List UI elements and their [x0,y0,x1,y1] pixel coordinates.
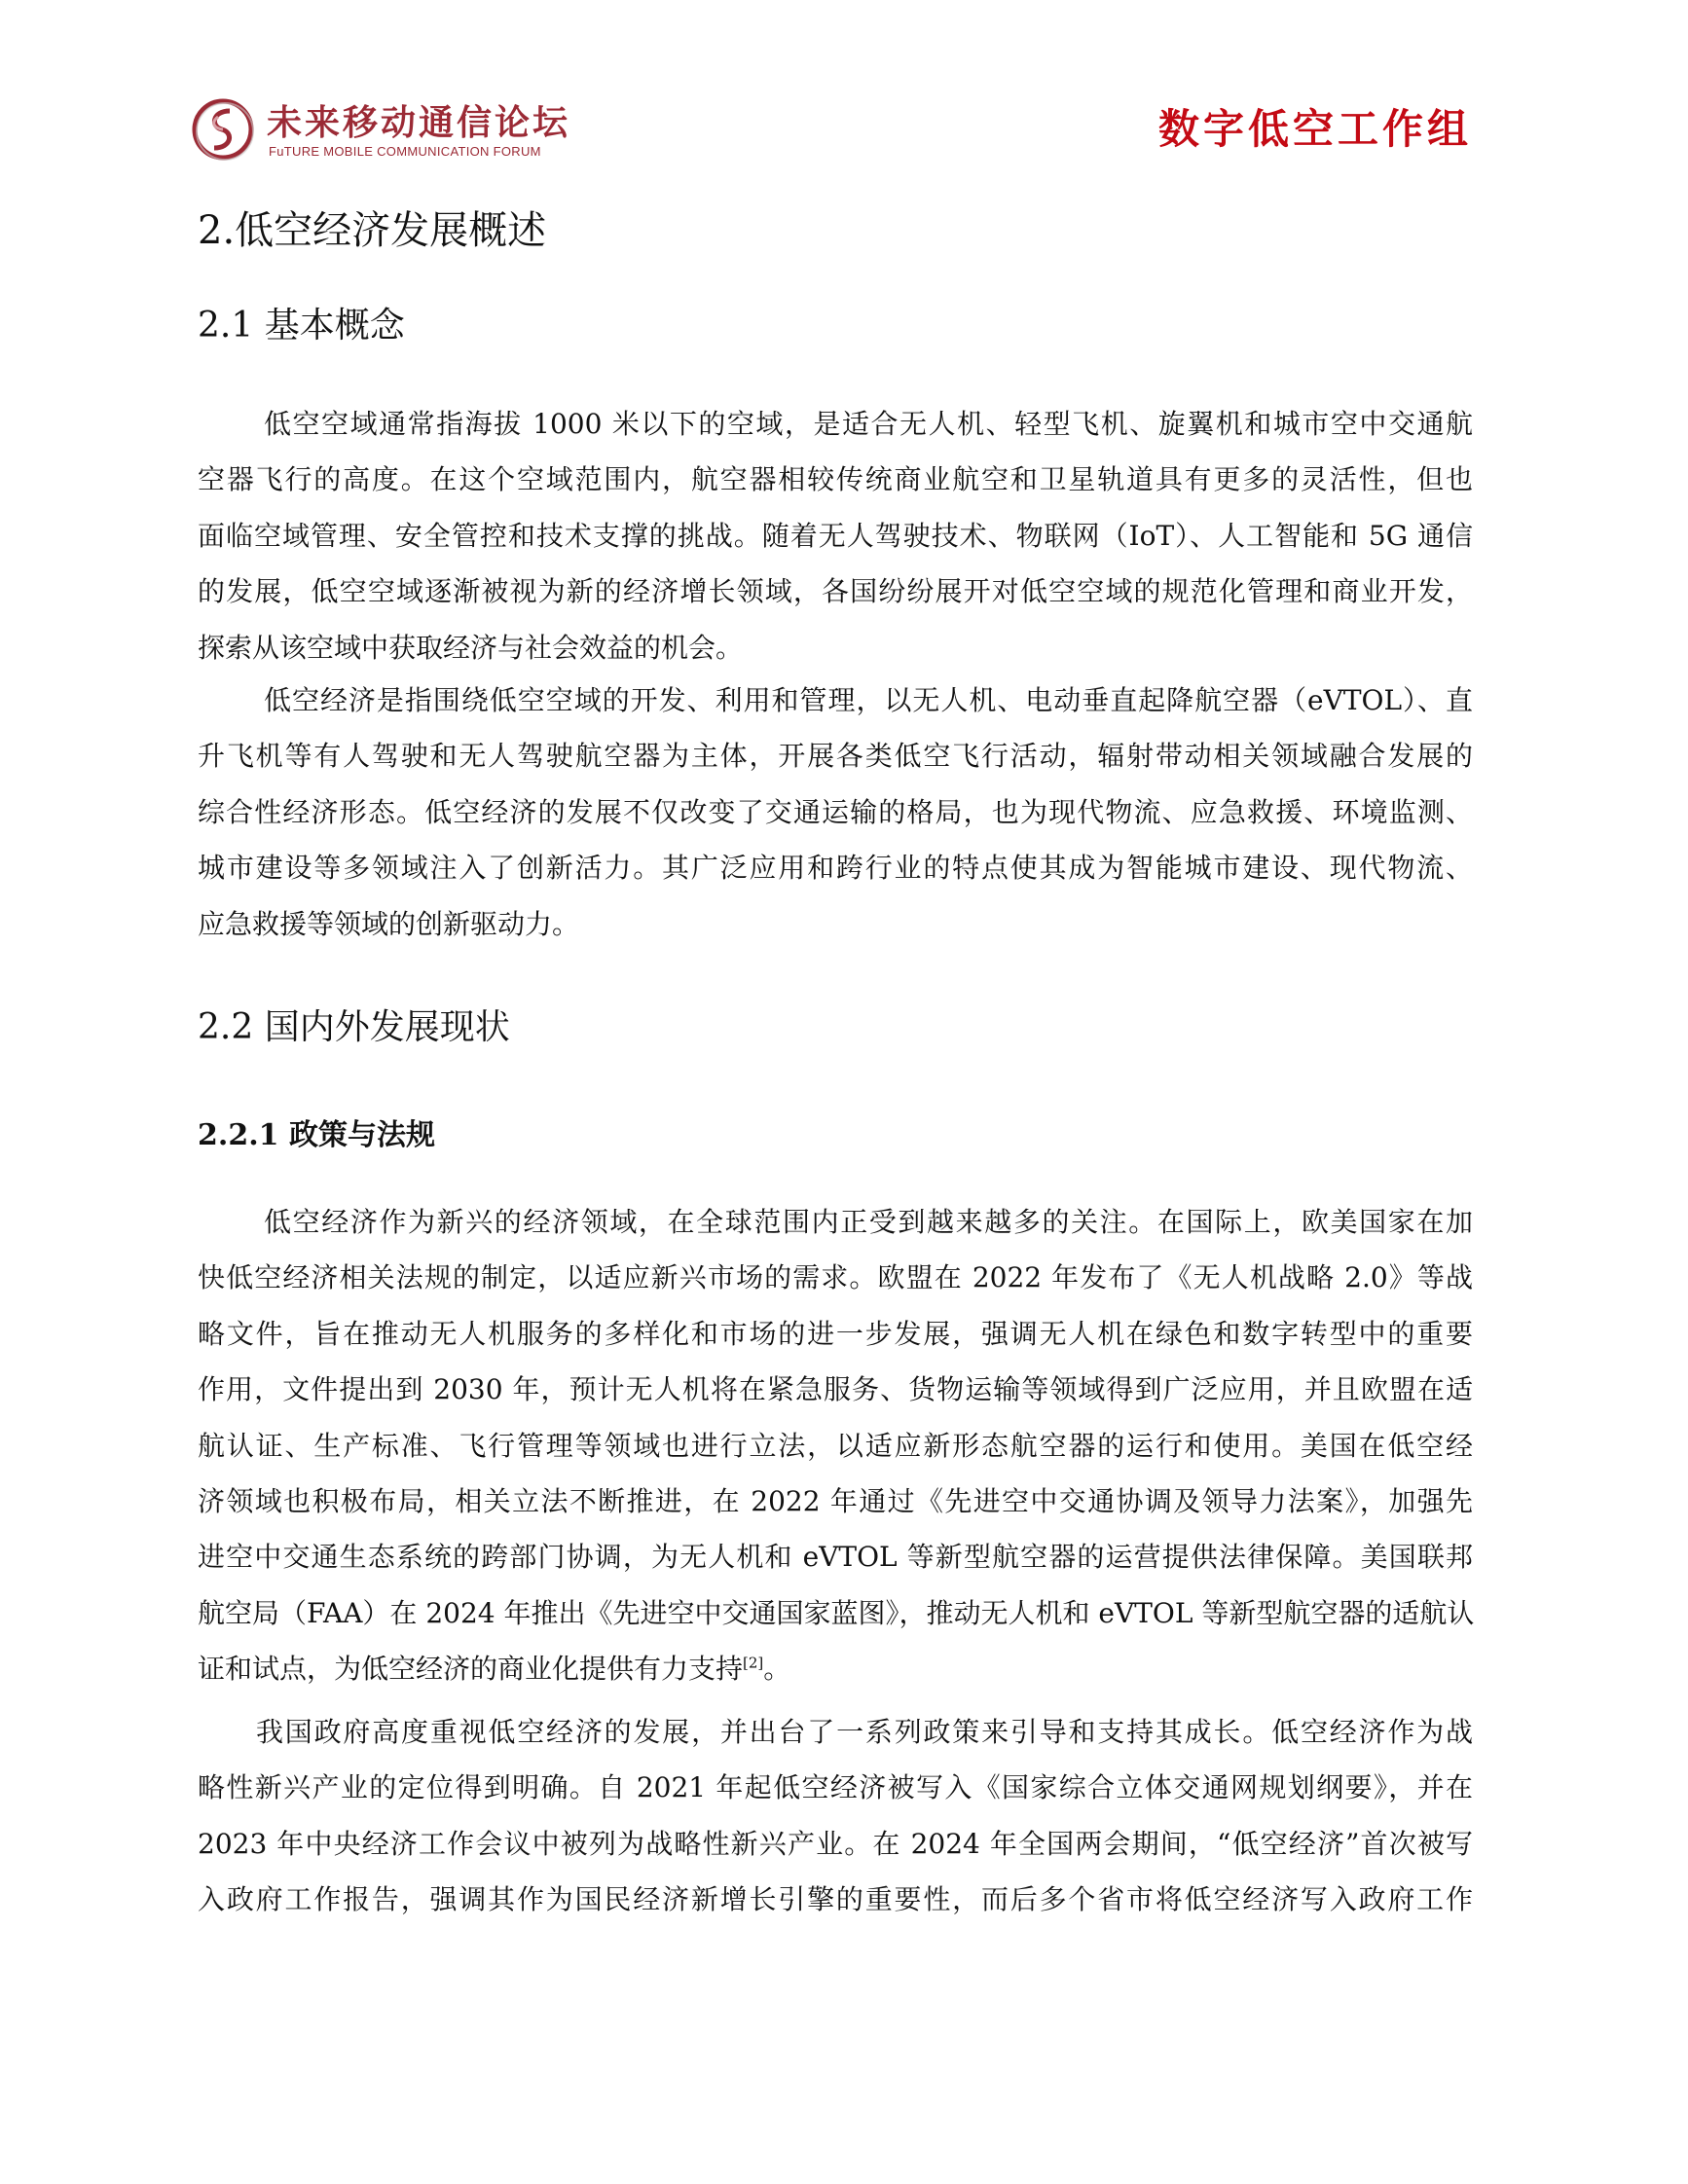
text-line: 作用，文件提出到 2030 年，预计无人机将在紧急服务、货物运输等领域得到广泛应用，并且欧盟在适 [198,1373,1473,1406]
text-line: 我国政府高度重视低空经济的发展，并出台了一系列政策来引导和支持其成长。低空经济作为战 [256,1716,1473,1748]
logo-english-text: FuTURE MOBILE COMMUNICATION FORUM [269,144,541,159]
text-line: 升飞机等有人驾驶和无人驾驶航空器为主体，开展各类低空飞行活动，辐射带动相关领域融合发展的 [198,740,1473,773]
subsection-title-2-2: 2.2 国内外发展现状 [198,1007,510,1047]
citation-ref[interactable]: [2] [743,1654,764,1672]
text-line: 略文件，旨在推动无人机服务的多样化和市场的进一步发展，强调无人机在绿色和数字转型中的重要 [198,1317,1473,1350]
text-line: 低空经济作为新兴的经济领域，在全球范围内正受到越来越多的关注。在国际上，欧美国家在加 [264,1206,1473,1238]
text-line: 快低空经济相关法规的制定，以适应新兴市场的需求。欧盟在 2022 年发布了《无人机战略 2.0》等战 [198,1261,1473,1294]
text-line [198,1641,1473,1696]
text-span: 。 [763,1653,791,1686]
section-title: 2.低空经济发展概述 [198,208,547,253]
forum-logo [191,95,580,167]
forum-logo-icon [191,97,255,162]
text-line: 低空空域通常指海拔 1000 米以下的空域，是适合无人机、轻型飞机、旋翼机和城市空中交通航 [264,408,1473,440]
text-line: 入政府工作报告，强调其作为国民经济新增长引擎的重要性，而后多个省市将低空经济写入政府工作 [198,1883,1473,1916]
logo-chinese-text: 未来移动通信论坛 [267,102,571,143]
paragraph-1 [198,396,1473,675]
text-line: 面临空域管理、安全管控和技术支撑的挑战。随着无人驾驶技术、物联网（IoT）、人工智能和 5G 通信 [198,519,1473,552]
text-line: 进空中交通生态系统的跨部门协调，为无人机和 eVTOL 等新型航空器的运营提供法律保障。美国联邦 [198,1541,1473,1574]
working-group-title: 数字低空工作组 [1157,105,1472,153]
text-line: 综合性经济形态。低空经济的发展不仅改变了交通运输的格局，也为现代物流、应急救援、环境监测、 [198,795,1473,828]
text-line: 的发展，低空空域逐渐被视为新的经济增长领域，各国纷纷展开对低空空域的规范化管理和商业开发， [198,575,1473,608]
text-line: 略性新兴产业的定位得到明确。自 2021 年起低空经济被写入《国家综合立体交通网规划纲要》，并在 [198,1771,1473,1804]
paragraph-3 [198,1194,1473,1697]
text-line: 城市建设等多领域注入了创新活力。其广泛应用和跨行业的特点使其成为智能城市建设、现代物流、 [198,852,1473,885]
text-line: 空器飞行的高度。在这个空域范围内，航空器相较传统商业航空和卫星轨道具有更多的灵活性，但也 [198,463,1473,496]
text-line: 2023 年中央经济工作会议中被列为战略性新兴产业。在 2024 年全国两会期间，“低空经济”首次被写 [198,1827,1473,1860]
text-line: 航空局（FAA）在 2024 年推出《先进空中交通国家蓝图》，推动无人机和 eVTOL 等新型航空器的适航认 [198,1596,1475,1629]
text-line: 应急救援等领域的创新驱动力。 [198,907,580,940]
text-line: 航认证、生产标准、飞行管理等领域也进行立法，以适应新形态航空器的运行和使用。美国在低空经 [198,1429,1473,1462]
paragraph-2 [198,673,1473,952]
text-span: 证和试点，为低空经济的商业化提供有力支持 [198,1653,744,1686]
paragraph-4 [198,1704,1473,1928]
text-line: 低空经济是指围绕低空空域的开发、利用和管理，以无人机、电动垂直起降航空器（eVTOL）、直 [264,684,1473,716]
subsection-title-2-1: 2.1 基本概念 [198,306,405,346]
subsubsection-title-2-2-1: 2.2.1 政策与法规 [198,1118,435,1152]
text-line: 济领域也积极布局，相关立法不断推进，在 2022 年通过《先进空中交通协调及领导力法案》，加强先 [198,1484,1473,1517]
text-line: 探索从该空域中获取经济与社会效益的机会。 [198,631,744,664]
